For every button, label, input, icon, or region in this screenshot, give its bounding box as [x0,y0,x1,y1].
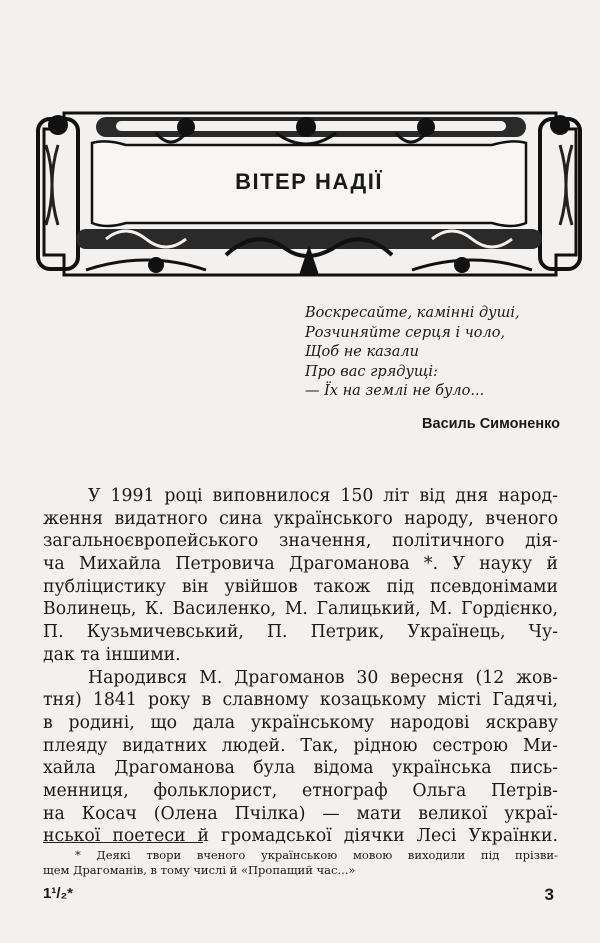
page-number: 3 [544,885,554,904]
epigraph-line: Розчиняйте серця і чоло, [305,324,506,341]
epigraph-line: Воскресайте, камінні душі, [305,305,520,321]
text-line: плеяду видатних людей. Так, рідною сестрою Ми- [43,735,558,756]
text-line: публіцистику він увійшов також під псевдонімами [43,576,558,597]
chapter-title: ВІТЕР НАДІЇ [235,169,383,194]
epigraph-line: Щоб не казали [305,344,419,360]
text-line: У 1991 році виповнилося 150 літ від дня народ- [88,486,558,506]
footnote-line: * Деякі твори вченого українською мовою виходили під прізви- [75,848,558,862]
text-line: хайла Драгоманова була відома українська пись- [43,758,558,779]
text-line: загальноєвропейського значення, політичного дія- [43,531,558,552]
text-line: дак та іншими. [43,644,181,665]
text-line: Народився М. Драгоманов 30 вересня (12 жов- [88,667,558,688]
epigraph [305,304,585,402]
text-line: П. Кузьмичевський, П. Петрик, Українець, Чу- [43,622,558,643]
text-line: на Косач (Олена Пчілка) — мати великої украї- [43,803,558,824]
footnote-rule [43,842,203,843]
text-line: ження видатного сина українського народу, вченого [43,508,558,529]
text-line: тня) 1841 року в славному козацькому місті Гадячі, [43,690,558,711]
printer-signature: 1¹/₂* [43,885,74,902]
footnote-line: щем Драгоманів, в тому числі й «Пропащий час...» [43,863,356,877]
epigraph-line: — Їх на землі не було... [305,383,485,399]
epigraph-author: Василь Симоненко [422,416,560,432]
body-text [43,485,558,848]
ornamental-title-frame [36,105,582,283]
text-line: нської поетеси й громадської діячки Лесі Українки. [43,826,558,847]
text-line: в родині, що дала українському народові яскраву [43,712,558,733]
epigraph-line: Про вас грядущі: [305,363,438,380]
text-line: Волинець, К. Василенко, М. Галицький, М. Гордієнко, [43,599,558,620]
footnote [43,848,558,878]
text-line: ча Михайла Петровича Драгоманова *. У науку й [43,554,558,575]
text-line: менниця, фольклорист, етнограф Ольга Петрів- [43,780,558,801]
